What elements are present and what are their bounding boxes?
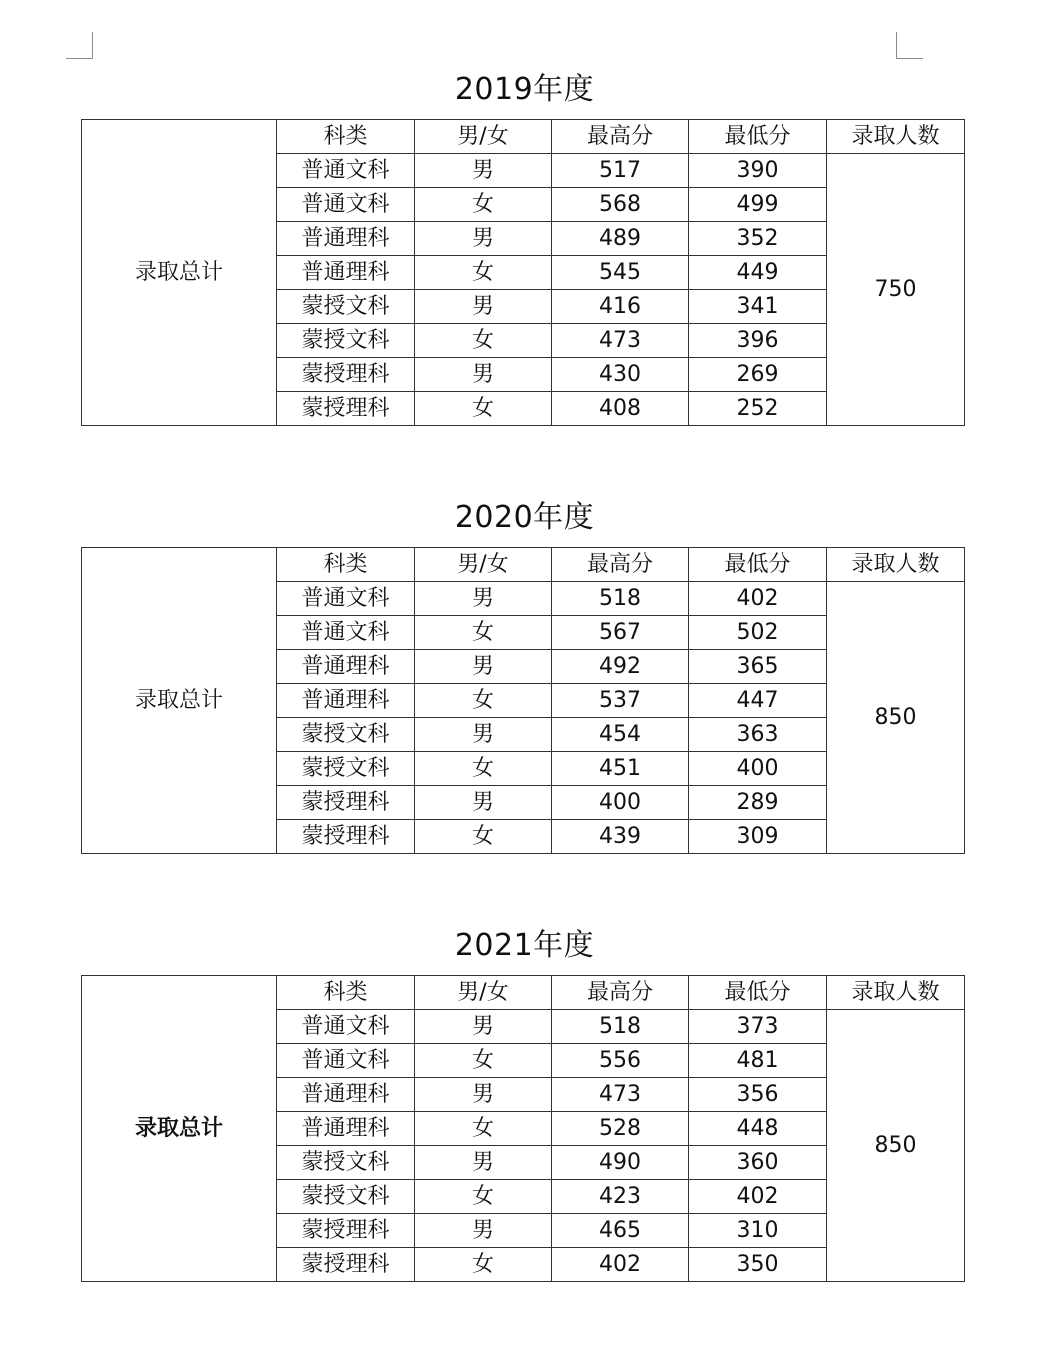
column-header: 科类 — [277, 120, 415, 154]
admitted-count-cell: 850 — [827, 582, 965, 854]
min-score-cell: 309 — [689, 820, 827, 854]
max-score-cell: 473 — [552, 1078, 689, 1112]
gender-cell: 女 — [415, 188, 552, 222]
min-score-cell: 448 — [689, 1112, 827, 1146]
column-header: 最低分 — [689, 120, 827, 154]
crop-mark-top-right — [896, 32, 923, 59]
gender-cell: 男 — [415, 650, 552, 684]
max-score-cell: 400 — [552, 786, 689, 820]
column-header: 录取人数 — [827, 976, 965, 1010]
admission-table — [81, 119, 965, 426]
min-score-cell: 289 — [689, 786, 827, 820]
subject-cell: 普通文科 — [277, 1010, 415, 1044]
subject-cell: 蒙授理科 — [277, 1248, 415, 1282]
gender-cell: 男 — [415, 582, 552, 616]
min-score-cell: 499 — [689, 188, 827, 222]
subject-cell: 普通理科 — [277, 650, 415, 684]
subject-cell: 蒙授理科 — [277, 786, 415, 820]
min-score-cell: 390 — [689, 154, 827, 188]
gender-cell: 男 — [415, 1146, 552, 1180]
min-score-cell: 363 — [689, 718, 827, 752]
column-header: 科类 — [277, 548, 415, 582]
column-header: 最高分 — [552, 548, 689, 582]
year-title: 2020年度 — [454, 500, 595, 535]
total-label-cell: 录取总计 — [82, 548, 277, 854]
subject-cell: 普通文科 — [277, 188, 415, 222]
subject-cell: 普通理科 — [277, 1078, 415, 1112]
max-score-cell: 439 — [552, 820, 689, 854]
admission-table — [81, 975, 965, 1282]
min-score-cell: 360 — [689, 1146, 827, 1180]
subject-cell: 普通理科 — [277, 1112, 415, 1146]
max-score-cell: 473 — [552, 324, 689, 358]
max-score-cell: 465 — [552, 1214, 689, 1248]
min-score-cell: 373 — [689, 1010, 827, 1044]
column-header: 录取人数 — [827, 548, 965, 582]
gender-cell: 男 — [415, 786, 552, 820]
subject-cell: 普通理科 — [277, 684, 415, 718]
column-header: 男/女 — [415, 548, 552, 582]
year-title: 2019年度 — [454, 72, 595, 107]
min-score-cell: 402 — [689, 1180, 827, 1214]
column-header: 录取人数 — [827, 120, 965, 154]
max-score-cell: 423 — [552, 1180, 689, 1214]
subject-cell: 蒙授理科 — [277, 820, 415, 854]
min-score-cell: 447 — [689, 684, 827, 718]
max-score-cell: 492 — [552, 650, 689, 684]
subject-cell: 蒙授文科 — [277, 290, 415, 324]
gender-cell: 男 — [415, 154, 552, 188]
column-header: 科类 — [277, 976, 415, 1010]
min-score-cell: 356 — [689, 1078, 827, 1112]
gender-cell: 女 — [415, 256, 552, 290]
max-score-cell: 545 — [552, 256, 689, 290]
column-header: 最高分 — [552, 976, 689, 1010]
min-score-cell: 341 — [689, 290, 827, 324]
table-header-row — [82, 548, 965, 582]
gender-cell: 女 — [415, 392, 552, 426]
max-score-cell: 518 — [552, 1010, 689, 1044]
year-title: 2021年度 — [454, 928, 595, 963]
gender-cell: 男 — [415, 1010, 552, 1044]
max-score-cell: 528 — [552, 1112, 689, 1146]
max-score-cell: 518 — [552, 582, 689, 616]
min-score-cell: 365 — [689, 650, 827, 684]
min-score-cell: 396 — [689, 324, 827, 358]
gender-cell: 女 — [415, 684, 552, 718]
admission-table — [81, 547, 965, 854]
total-label-cell: 录取总计 — [82, 976, 277, 1282]
max-score-cell: 489 — [552, 222, 689, 256]
column-header: 最低分 — [689, 976, 827, 1010]
min-score-cell: 400 — [689, 752, 827, 786]
subject-cell: 蒙授文科 — [277, 324, 415, 358]
column-header: 最低分 — [689, 548, 827, 582]
max-score-cell: 451 — [552, 752, 689, 786]
gender-cell: 男 — [415, 358, 552, 392]
gender-cell: 男 — [415, 222, 552, 256]
max-score-cell: 416 — [552, 290, 689, 324]
max-score-cell: 454 — [552, 718, 689, 752]
max-score-cell: 567 — [552, 616, 689, 650]
gender-cell: 男 — [415, 718, 552, 752]
max-score-cell: 556 — [552, 1044, 689, 1078]
gender-cell: 女 — [415, 1112, 552, 1146]
subject-cell: 普通理科 — [277, 222, 415, 256]
table-header-row — [82, 976, 965, 1010]
min-score-cell: 352 — [689, 222, 827, 256]
table-header-row — [82, 120, 965, 154]
column-header: 最高分 — [552, 120, 689, 154]
crop-mark-top-left — [66, 32, 93, 59]
subject-cell: 蒙授文科 — [277, 718, 415, 752]
column-header: 男/女 — [415, 976, 552, 1010]
subject-cell: 普通文科 — [277, 1044, 415, 1078]
gender-cell: 女 — [415, 1180, 552, 1214]
total-label-cell: 录取总计 — [82, 120, 277, 426]
subject-cell: 普通理科 — [277, 256, 415, 290]
subject-cell: 蒙授理科 — [277, 1214, 415, 1248]
subject-cell: 蒙授文科 — [277, 1180, 415, 1214]
column-header: 男/女 — [415, 120, 552, 154]
gender-cell: 女 — [415, 616, 552, 650]
max-score-cell: 430 — [552, 358, 689, 392]
subject-cell: 蒙授理科 — [277, 358, 415, 392]
min-score-cell: 252 — [689, 392, 827, 426]
max-score-cell: 568 — [552, 188, 689, 222]
max-score-cell: 490 — [552, 1146, 689, 1180]
max-score-cell: 408 — [552, 392, 689, 426]
subject-cell: 普通文科 — [277, 582, 415, 616]
admitted-count-cell: 750 — [827, 154, 965, 426]
max-score-cell: 517 — [552, 154, 689, 188]
gender-cell: 男 — [415, 1078, 552, 1112]
min-score-cell: 481 — [689, 1044, 827, 1078]
gender-cell: 女 — [415, 1044, 552, 1078]
min-score-cell: 449 — [689, 256, 827, 290]
admitted-count-cell: 850 — [827, 1010, 965, 1282]
min-score-cell: 310 — [689, 1214, 827, 1248]
gender-cell: 女 — [415, 324, 552, 358]
subject-cell: 普通文科 — [277, 154, 415, 188]
min-score-cell: 502 — [689, 616, 827, 650]
min-score-cell: 402 — [689, 582, 827, 616]
min-score-cell: 269 — [689, 358, 827, 392]
subject-cell: 蒙授文科 — [277, 1146, 415, 1180]
gender-cell: 女 — [415, 820, 552, 854]
subject-cell: 普通文科 — [277, 616, 415, 650]
max-score-cell: 537 — [552, 684, 689, 718]
gender-cell: 女 — [415, 752, 552, 786]
gender-cell: 女 — [415, 1248, 552, 1282]
gender-cell: 男 — [415, 1214, 552, 1248]
subject-cell: 蒙授理科 — [277, 392, 415, 426]
gender-cell: 男 — [415, 290, 552, 324]
max-score-cell: 402 — [552, 1248, 689, 1282]
min-score-cell: 350 — [689, 1248, 827, 1282]
subject-cell: 蒙授文科 — [277, 752, 415, 786]
